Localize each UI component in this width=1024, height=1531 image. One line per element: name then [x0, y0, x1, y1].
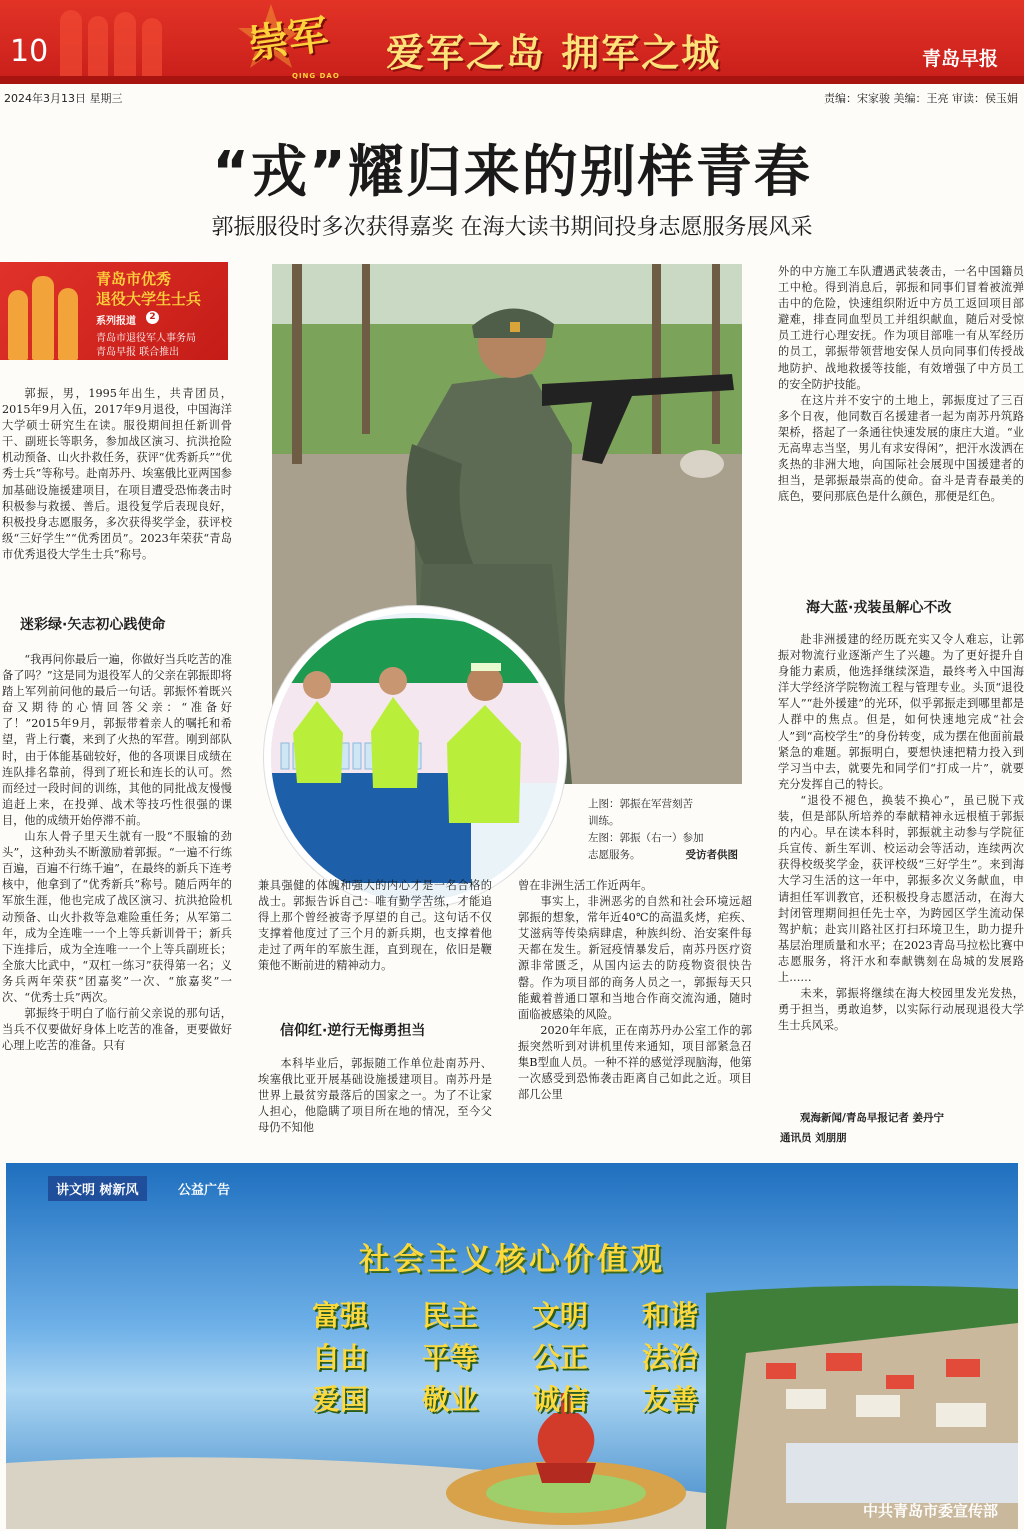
- core-value: 富强: [312, 1299, 369, 1332]
- series-title-line1: 青岛市优秀: [96, 270, 172, 288]
- editor-credits: 责编：宋家骏 美编：王亮 审读：侯玉娟: [824, 92, 1018, 105]
- caption-line: 训练。: [588, 815, 620, 827]
- newspaper-name: 青岛早报: [922, 48, 999, 70]
- body-paragraph: 兼具强健的体魄和强大的内心才是一名合格的战士。郭振告诉自己：唯有勤学苦练，才能追得上那个曾经被寄予厚望的自己。这句话不仅支撑着他度过了三个月的新兵期，也支撑着他走过了两年的军旅生涯，直到现在，依旧是鞭策他不断前进的精神动力。: [258, 879, 492, 973]
- core-value: 公正: [532, 1341, 589, 1374]
- article-subheadline: 郭振服役时多次获得嘉奖 在海大读书期间投身志愿服务展风采: [211, 215, 813, 240]
- body-paragraph: “退役不褪色，换装不换心”，虽已脱下戎装，但是部队所培养的奉献精神永远根植于郭振的内心。早在读本科时，郭振就主动参与学院征兵宣传、新生军训、校运动会等活动，连续两次获得校级奖学金，获评校级“三好学生”。来到海大学习生活的这一年中，郭振多次义务献血，申请担任军训教官，还积极投身志愿活动，在海大封闭管理期间担任先士卒，为跨园区学生流动保驾护航；赴宾川路社区打扫环境卫生，助力提升基层治理质量和水平；在2023青岛马拉松比赛中志愿服务，将汗水和奉献镌刻在岛城的发展路上……: [778, 793, 1024, 984]
- ad-title: 社会主义核心价值观: [359, 1242, 665, 1278]
- soldier-figure: [58, 288, 78, 360]
- core-value: 民主: [422, 1299, 479, 1332]
- soldier-silhouette: [60, 10, 82, 84]
- column-1-body: [2, 652, 232, 1054]
- soldier-figure: [32, 276, 54, 360]
- core-value: 平等: [422, 1341, 479, 1374]
- body-paragraph: 未来，郭振将继续在海大校园里发光发热，勇于担当，勇敢追梦，以实际行动展现退役大学生士兵风采。: [778, 987, 1024, 1033]
- column-logo-en: QING DAO: [292, 72, 340, 80]
- soldier-figure: [8, 290, 28, 360]
- core-value: 爱国: [312, 1383, 369, 1416]
- soldier-silhouette: [88, 16, 108, 84]
- section-heading-green: 迷彩绿·矢志初心践使命: [20, 617, 166, 633]
- body-paragraph: 本科毕业后，郭振随工作单位赴南苏丹、埃塞俄比亚开展基础设施援建项目。南苏丹是世界上最贫穷最落后的国家之一。为了不让家人担心，他隐瞒了项目所在地的情况，至今父母仍不知他: [258, 1057, 492, 1135]
- page-number: 10: [10, 34, 49, 69]
- body-paragraph: 外的中方施工车队遭遇武装袭击，一名中国籍员工中枪。得到消息后，郭振和同事们冒着被流弹击中的危险，快速组织附近中方员工返回项目部避难，排查同血型员工并组织献血，随后对受惊员工进行心理安抚。作为项目部唯一有从军经历的员工，郭振带领营地安保人员向同事们传授战地防护、战地救援等技能，有效增强了中方员工的安全防护技能。: [778, 265, 1024, 391]
- article-headline: “戎”耀归来的别样青春: [212, 140, 812, 205]
- series-org-line2: 青岛早报 联合推出: [96, 347, 180, 358]
- body-paragraph: 郭振终于明白了临行前父亲说的那句话，当兵不仅要做好身体上吃苦的准备，更要做好心理上吃苦的准备。只有: [2, 1007, 232, 1053]
- column-2-body: [258, 878, 492, 975]
- core-value: 文明: [532, 1299, 589, 1332]
- issue-date: 2024年3月13日 星期三: [4, 92, 123, 105]
- series-title-line2: 退役大学生士兵: [96, 290, 202, 308]
- column-slogan: 爱军之岛 拥军之城: [386, 31, 722, 75]
- column-3-body: [518, 878, 752, 1103]
- section-heading-blue: 海大蓝·戎装虽解心不改: [806, 600, 952, 616]
- core-value: 敬业: [422, 1383, 479, 1416]
- column-4-body-cont: [778, 632, 1024, 1034]
- body-paragraph: 山东人骨子里天生就有一股“不服输的劲头”，这种劲头不断激励着郭振。“一遍不行练百遍，百遍不行练千遍”，在最终的新兵下连考核中，他拿到了“优秀新兵”称号。随后两年的军旅生涯，他也完成了战区演习、抗洪抢险机动预备、山火扑救等急难险重任务；从军第二年，成为全连唯一一个上等兵新训骨干；新兵下连排后，成为全连唯一一个上等兵副班长；全旅大比武中，“双杠一练习”获得第一名；义务兵两年荣获“团嘉奖”一次、“旅嘉奖”一次、“优秀士兵”两次。: [2, 830, 232, 1004]
- core-value: 诚信: [532, 1383, 589, 1416]
- body-paragraph: 事实上，非洲恶劣的自然和社会环境远超郭振的想象，常年近40℃的高温炙烤，疟疾、艾滋病等传染病肆虐，种族纠纷、治安案件每天都在发生。新冠疫情暴发后，南苏丹医疗资源非常匮乏，从国内运去的防疫物资很快告罄。作为项目部的商务人员之一，郭振每天只能戴着普通口罩和当地合作商交流沟通，随时面临被感染的风险。: [518, 895, 752, 1021]
- section-heading-red: 信仰红·逆行无悔勇担当: [280, 1023, 426, 1039]
- core-value: 和谐: [642, 1299, 699, 1332]
- body-paragraph: “我再问你最后一遍，你做好当兵吃苦的准备了吗？”这是同为退役军人的父亲在郭振即将踏上军列前问他的最后一句话。郭振怀着既兴奋又期待的心情回答父亲：“准备好了！”2015年9月，郭振带着亲人的嘱托和希望，背上行囊，来到了火热的军营。刚到部队时，由于体能基础较好，他的各项课目成绩在连队排名靠前，得到了班长和连长的认可。然而经过一段时间的训练，其他的同批战友慢慢追赶上来，在投弹、战术等技巧性很强的课目，他的成绩开始停滞不前。: [2, 653, 232, 827]
- profile-intro: [2, 386, 232, 563]
- caption-line: 志愿服务。: [588, 849, 641, 861]
- column-2-body-cont: [258, 1056, 492, 1136]
- series-org-line1: 青岛市退役军人事务局: [96, 333, 196, 344]
- byline-correspondent: 通讯员 刘朋朋: [780, 1132, 847, 1144]
- core-value: 自由: [312, 1341, 369, 1374]
- ad-type-label: 公益广告: [178, 1183, 231, 1198]
- public-service-ad: [6, 1163, 1018, 1529]
- body-paragraph: 在这片并不安宁的土地上，郭振度过了三百多个日夜，他同数百名援建者一起为南苏丹筑路架桥，搭起了一条通往快速发展的康庄大道。“业无高卑志当坚，男儿有求安得闲”，把汗水泼洒在炙热的非洲大地，向国际社会展现中国援建者的担当，是郭振最崇高的使命。奋斗是青春最美的底色，要问那底色是什么颜色，那便是红色。: [778, 393, 1024, 504]
- body-paragraph: 赴非洲援建的经历既充实又令人难忘，让郭振对物流行业逐渐产生了兴趣。为了更好提升自身能力素质，他选择继续深造，最终考入中国海洋大学经济学院物流工程与管理专业。头顶“退役军人”“赴外援建”的光环，似乎郭振走到哪里都是人群中的焦点。但是，如何快速地完成“社会人”到“高校学生”的身份转变，成为摆在他面前最紧急的难题。郭振明白，要想快速把精力投入到学习当中去，就要先和同学们“打成一片”，就要充分发挥自己的特长。: [778, 633, 1024, 791]
- photo-caption: [588, 796, 738, 864]
- ad-sponsor: 中共青岛市委宣传部: [862, 1502, 998, 1520]
- soldier-silhouette: [142, 18, 162, 84]
- body-paragraph: 曾在非洲生活工作近两年。: [518, 879, 653, 892]
- soldier-silhouette: [114, 12, 136, 84]
- caption-line: 左图：郭振（右一）参加: [588, 832, 704, 844]
- series-label: 系列报道: [96, 316, 136, 327]
- caption-line: 上图：郭振在军营刻苦: [588, 798, 693, 810]
- core-value: 法治: [642, 1341, 699, 1374]
- byline-reporter: 观海新闻/青岛早报记者 姜丹宁: [800, 1112, 944, 1124]
- column-logo: 崇军: [245, 10, 332, 69]
- core-value: 友善: [642, 1383, 699, 1416]
- photo-credit: 受访者供图: [685, 849, 738, 861]
- photo-volunteer-service: [264, 606, 566, 908]
- ad-campaign-tag: 讲文明 树新风: [48, 1176, 147, 1201]
- column-4-body: [778, 264, 1024, 505]
- body-paragraph: 2020年年底，正在南苏丹办公室工作的郭振突然听到对讲机里传来通知，项目部紧急召集B型血人员。一种不祥的感觉浮现脑海，他第一次感受到恐怖袭击距离自己如此之近。项目部几公里: [518, 1023, 752, 1102]
- intro-paragraph: 郭振，男，1995年出生，共青团员，2015年9月入伍，2017年9月退役，中国海洋大学硕士研究生在读。服役期间担任新训骨干、副班长等职务，参加战区演习、抗洪抢险机动预备、山火扑救任务，获评“优秀新兵”“优秀士兵”等称号。赴南苏丹、埃塞俄比亚两国参加基础设施援建项目，在项目遭受恐怖袭击时积极参与救援、善后。退役复学后表现良好，积极投身志愿服务，多次获得奖学金，获评校级“三好学生”“优秀团员”。2023年荣获“青岛市优秀退役大学生士兵”称号。: [2, 387, 232, 561]
- series-number: 2: [146, 311, 159, 324]
